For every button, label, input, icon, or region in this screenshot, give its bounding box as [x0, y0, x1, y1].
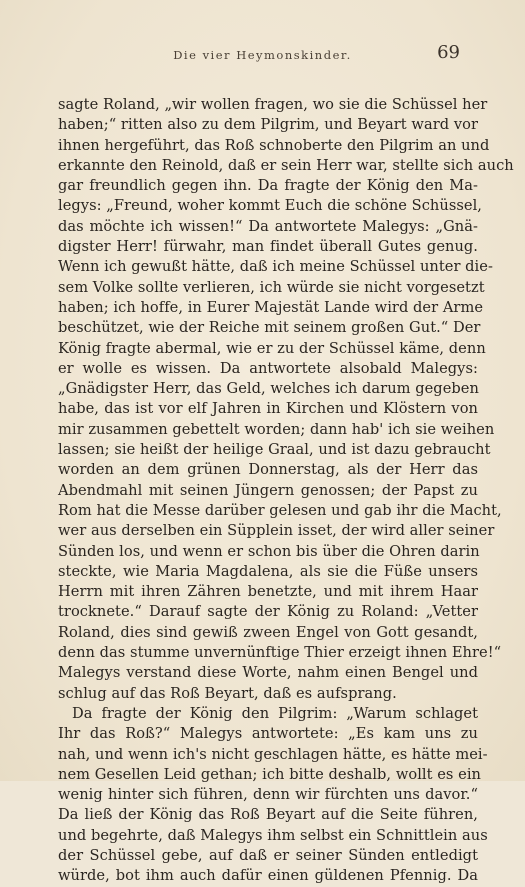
text-line: wer aus derselben ein Süpplein isset, der wird aller seiner [58, 522, 495, 540]
text-line: der Schüssel gebe, auf daß er seiner Sünden entledigt [58, 846, 478, 864]
text-line: sagte Roland, „wir wollen fragen, wo sie die Schüssel her [58, 96, 488, 113]
text-line: Ihr das Roß?“ Malegys antwortete: „Es kam uns zu [58, 725, 478, 743]
text-line: legys: „Freund, woher kommt Euch die schöne Schüssel, [58, 197, 483, 215]
text-line: und begehrte, daß Malegys ihm selbst ein Schnittlein aus [58, 826, 488, 844]
text-line: Herrn mit ihren Zähren benetzte, und mit ihrem Haar [58, 583, 478, 601]
text-line: König fragte abermal, wie er zu der Schüssel käme, denn [58, 339, 486, 357]
body-text [58, 95, 514, 887]
text-line: Wenn ich gewußt hätte, daß ich meine Schüssel unter die- [58, 258, 493, 276]
text-line: steckte, wie Maria Magdalena, als sie die Füße unsers [58, 562, 478, 580]
text-line: haben;“ ritten also zu dem Pilgrim, und Beyart ward vor [58, 116, 478, 134]
text-line: „Gnädigster Herr, das Geld, welches ich darum gegeben [58, 380, 479, 398]
text-line: würde, bot ihm auch dafür einen güldenen Pfennig. Da [58, 867, 478, 885]
text-line: nah, und wenn ich's nicht geschlagen hätte, es hätte mei- [58, 745, 488, 763]
text-line: Da ließ der König das Roß Beyart auf die Seite führen, [58, 806, 478, 824]
text-line: digster Herr! fürwahr, man findet überall Gutes genug. [58, 238, 478, 256]
text-line: mir zusammen gebettelt worden; dann hab' ich sie weihen [58, 420, 495, 438]
page-number: 69 [437, 42, 460, 63]
text-line: haben; ich hoffe, in Eurer Majestät Lande wird der Arme [58, 298, 484, 316]
text-line: Da fragte der König den Pilgrim: „Warum schlaget [72, 704, 478, 722]
text-line: Rom hat die Messe darüber gelesen und gab ihr die Macht, [58, 501, 502, 519]
text-line: Abendmahl mit seinen Jüngern genossen; der Papst zu [58, 481, 478, 499]
text-line: schlug auf das Roß Beyart, daß es aufsprang. [58, 684, 397, 702]
text-line: Roland, dies sind gewiß zween Engel von Gott gesandt, [58, 623, 478, 641]
text-line: Malegys verstand diese Worte, nahm einen Bengel und [58, 664, 478, 682]
text-line: nem Gesellen Leid gethan; ich bitte deshalb, wollt es ein [58, 765, 481, 783]
text-line: trocknete.“ Darauf sagte der König zu Roland: „Vetter [58, 603, 478, 621]
text-line: beschützet, wie der Reiche mit seinem großen Gut.“ Der [58, 319, 481, 337]
text-line: gar freundlich gegen ihn. Da fragte der König den Ma- [58, 177, 478, 195]
text-line: erkannte den Reinold, daß er sein Herr war, stellte sich auch [58, 156, 514, 174]
text-line: denn das stumme unvernünftige Thier erzeigt ihnen Ehre!“ [58, 644, 502, 662]
running-head [0, 42, 525, 64]
text-line: sem Volke sollte verlieren, ich würde sie nicht vorgesetzt [58, 278, 485, 296]
text-line: lassen; sie heißt der heilige Graal, und ist dazu gebraucht [58, 441, 491, 459]
text-line: wenig hinter sich führen, denn wir fürchten uns davor.“ [58, 786, 478, 804]
text-line: ihnen hergeführt, das Roß schnoberte den Pilgrim an und [58, 136, 490, 154]
text-line: Sünden los, und wenn er schon bis über die Ohren darin [58, 542, 480, 560]
text-line: er wolle es wissen. Da antwortete alsobald Malegys: [58, 359, 478, 377]
running-head-title: Die vier Heymonskinder. [173, 48, 352, 62]
text-line: habe, das ist vor elf Jahren in Kirchen und Klöstern von [58, 400, 478, 418]
text-line: worden an dem grünen Donnerstag, als der Herr das [58, 461, 478, 479]
text-line: das möchte ich wissen!“ Da antwortete Malegys: „Gnä- [58, 217, 478, 235]
